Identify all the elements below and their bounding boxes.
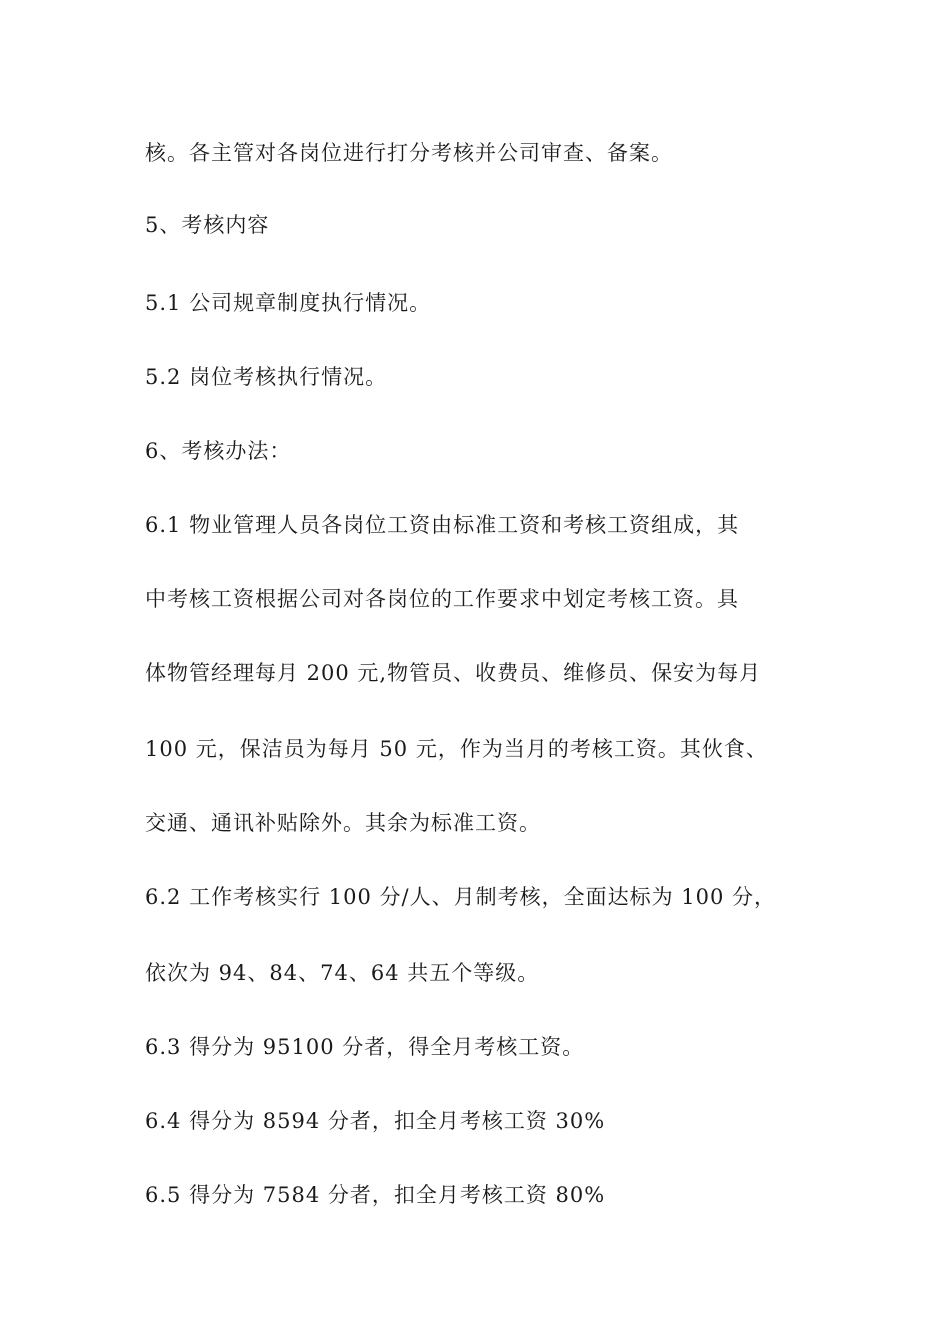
clause-5-2: 5.2 岗位考核执行情况。 xyxy=(145,365,388,389)
clause-6-1-line-3: 体物管经理每月 200 元,物管员、收费员、维修员、保安为每月 xyxy=(145,661,762,685)
clause-6-2-line-1: 6.2 工作考核实行 100 分/人、月制考核，全面达标为 100 分， xyxy=(145,885,777,909)
clause-6-2-line-2: 依次为 94、84、74、64 共五个等级。 xyxy=(145,961,540,985)
section-heading-5: 5、考核内容 xyxy=(145,213,270,237)
text-line-continuation: 核。各主管对各岗位进行打分考核并公司审查、备案。 xyxy=(145,141,673,165)
clause-6-1-line-2: 中考核工资根据公司对各岗位的工作要求中划定考核工资。具 xyxy=(145,587,739,611)
clause-6-1-line-4: 100 元，保洁员为每月 50 元，作为当月的考核工资。其伙食、 xyxy=(145,737,768,761)
clause-6-4: 6.4 得分为 8594 分者，扣全月考核工资 30% xyxy=(145,1109,606,1133)
clause-5-1: 5.1 公司规章制度执行情况。 xyxy=(145,291,432,315)
section-heading-6: 6、考核办法： xyxy=(145,439,292,463)
clause-6-5: 6.5 得分为 7584 分者，扣全月考核工资 80% xyxy=(145,1183,606,1207)
clause-6-1-line-1: 6.1 物业管理人员各岗位工资由标准工资和考核工资组成，其 xyxy=(145,513,740,537)
clause-6-3: 6.3 得分为 95100 分者，得全月考核工资。 xyxy=(145,1035,585,1059)
clause-6-1-line-5: 交通、通讯补贴除外。其余为标准工资。 xyxy=(145,811,541,835)
